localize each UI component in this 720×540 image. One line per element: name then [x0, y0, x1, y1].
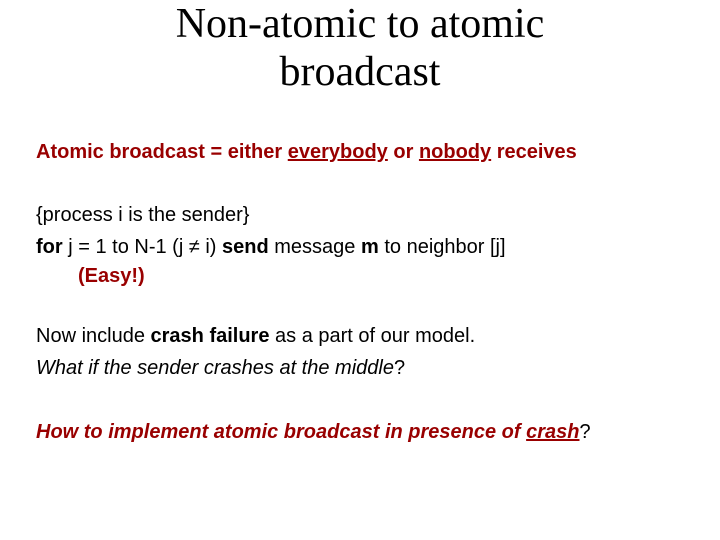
keyword-for: for — [36, 236, 63, 258]
definition-prefix: Atomic broadcast = either — [36, 141, 288, 163]
question-text: What if the sender crashes at the middle — [36, 357, 394, 379]
atomic-broadcast-definition — [36, 140, 577, 164]
definition-everybody: everybody — [287, 141, 388, 163]
sender-crash-question — [36, 356, 405, 380]
code-comment: {process i is the sender} — [36, 204, 250, 226]
keyword-m: m — [360, 236, 379, 258]
crash-model-line — [36, 324, 475, 348]
implementation-question-mark: ? — [579, 421, 591, 443]
definition-or: or — [387, 141, 419, 163]
crash-term: crash — [526, 421, 580, 443]
implementation-question-text: How to implement atomic broadcast in presence of — [36, 421, 527, 443]
implementation-question — [36, 420, 591, 444]
slide-title-line-1: Non-atomic to atomic — [175, 1, 545, 47]
crash-failure-term: crash failure — [150, 325, 270, 347]
definition-suffix: receives — [491, 141, 577, 163]
definition-nobody: nobody — [418, 141, 492, 163]
easy-note: (Easy!) — [78, 265, 145, 287]
question-mark: ? — [393, 357, 406, 379]
keyword-send: send — [222, 236, 269, 258]
loop-text: j = 1 to N-1 (j ≠ i) — [62, 236, 223, 258]
model-prefix: Now include — [36, 325, 151, 347]
model-suffix: as a part of our model. — [269, 325, 476, 347]
code-loop-line — [36, 235, 506, 259]
slide-title-line-2: broadcast — [279, 49, 441, 95]
slide-title — [0, 0, 720, 96]
message-text: message — [268, 236, 361, 258]
neighbor-text: to neighbor [j] — [378, 236, 506, 258]
